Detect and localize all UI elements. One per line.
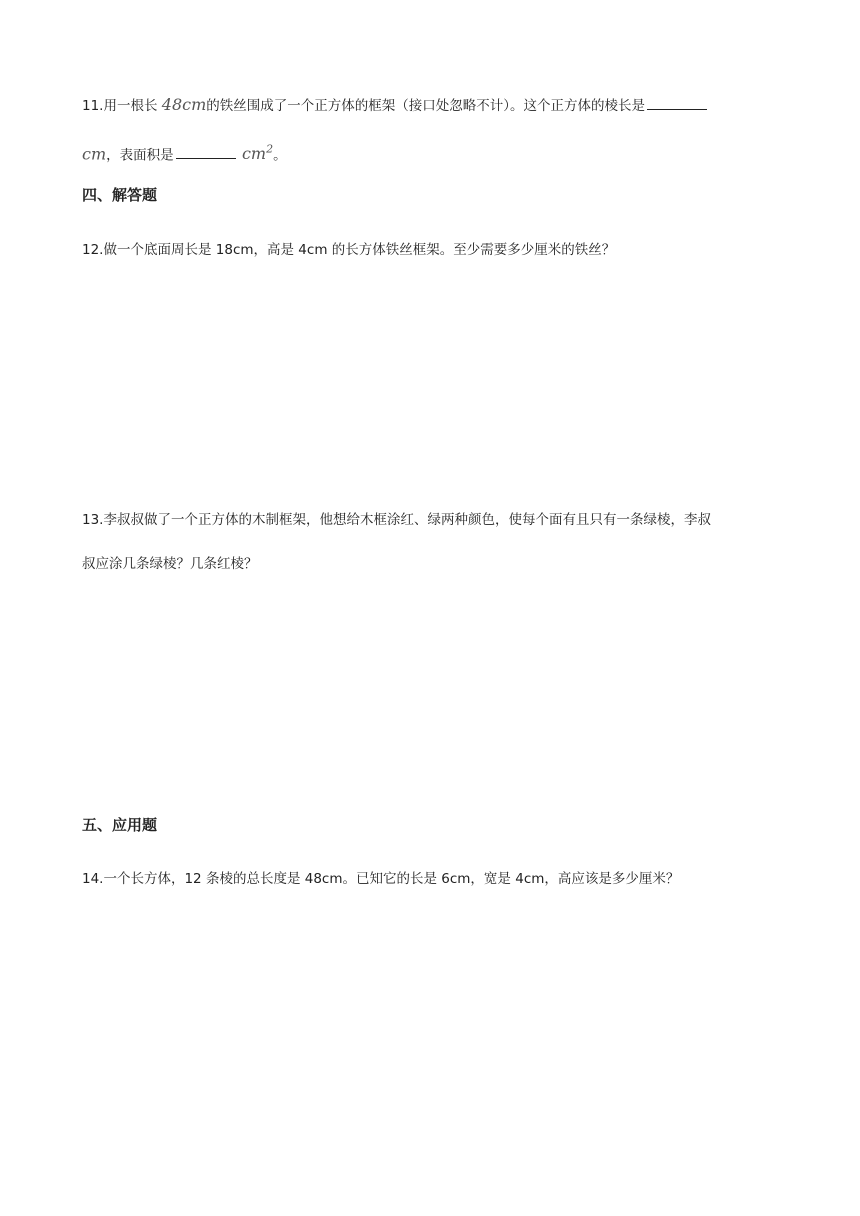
question-14: 14.一个长方体，12 条棱的总长度是 48cm。已知它的长是 6cm，宽是 4cm，高应该是多少厘米？ — [82, 871, 680, 887]
q11-length-value: 48cm — [161, 95, 207, 114]
q11-text-part3: ，表面积是 — [106, 147, 174, 164]
question-11-line1 — [82, 95, 709, 116]
q11-edge-blank[interactable] — [647, 96, 707, 110]
q11-unit-cm: cm — [82, 144, 107, 164]
question-12: 12.做一个底面周长是 18cm，高是 4cm 的长方体铁丝框架。至少需要多少厘米的铁丝？ — [82, 242, 616, 258]
q11-area-blank[interactable] — [176, 145, 236, 159]
section-5-title: 五、应用题 — [82, 816, 158, 834]
question-13-line2: 叔应涂几条绿棱？几条红棱？ — [82, 556, 258, 572]
q11-text-part1: 11.用一根长 — [82, 98, 162, 114]
question-13-line1: 13.李叔叔做了一个正方体的木制框架，他想给木框涂红、绿两种颜色，使每个面有且只有一条绿棱，李叔 — [82, 512, 711, 528]
section-4-title: 四、解答题 — [82, 186, 158, 204]
q11-unit-cm2: $cm^2$ — [241, 143, 274, 164]
question-11-line2 — [82, 140, 287, 165]
q11-end-punct: 。 — [273, 147, 287, 164]
q11-text-part2: 的铁丝围成了一个正方体的框架（接口处忽略不计）。这个正方体的棱长是 — [206, 98, 646, 114]
